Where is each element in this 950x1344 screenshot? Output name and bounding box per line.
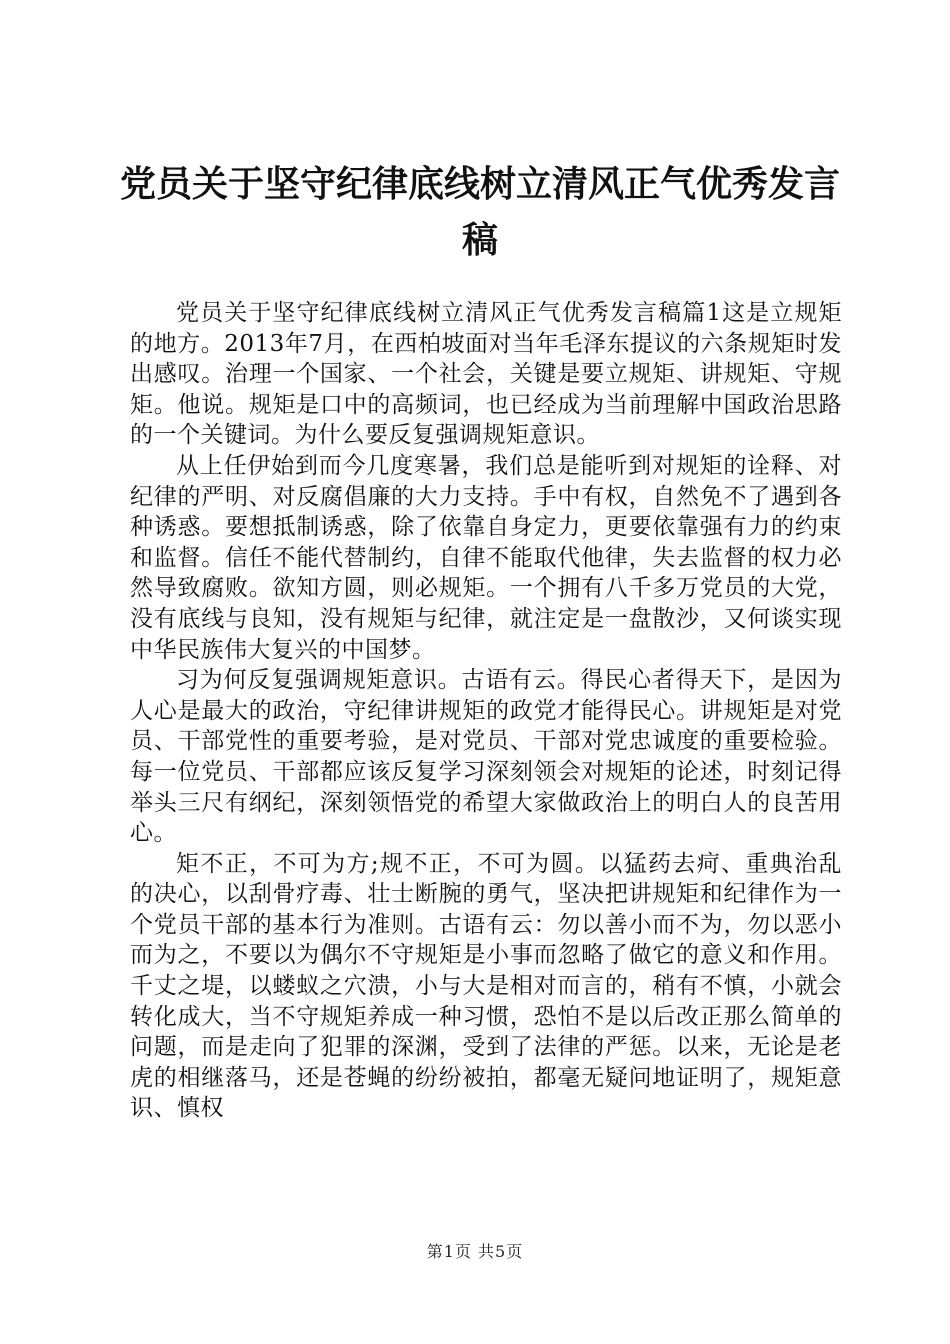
document-body [130, 298, 842, 1124]
paragraph-3: 习为何反复强调规矩意识。古语有云。得民心者得天下，是因为人心是最大的政治，守纪律讲规矩的政党才能得民心。讲规矩是对党员、干部党性的重要考验，是对党员、干部对党忠诚度的重要检验。每一位党员、干部都应该反复学习深刻领会对规矩的论述，时刻记得举头三尺有纲纪，深刻领悟党的希望大家做政治上的明白人的良苦用心。 [130, 667, 842, 847]
paragraph-4: 矩不正，不可为方;规不正，不可为圆。以猛药去疴、重典治乱的决心，以刮骨疗毒、壮士断腕的勇气，坚决把讲规矩和纪律作为一个党员干部的基本行为准则。古语有云：勿以善小而不为，勿以恶小而为之，不要以为偶尔不守规矩是小事而忽略了做它的意义和作用。千丈之堤，以蝼蚁之穴溃，小与大是相对而言的，稍有不慎，小就会转化成大，当不守规矩养成一种习惯，恐怕不是以后改正那么简单的问题，而是走向了犯罪的深渊，受到了法律的严惩。以来，无论是老虎的相继落马，还是苍蝇的纷纷被拍，都毫无疑问地证明了，规矩意识、慎权 [130, 850, 842, 1122]
paragraph-1: 党员关于坚守纪律底线树立清风正气优秀发言稿篇1这是立规矩的地方。2013年7月，在西柏坡面对当年毛泽东提议的六条规矩时发出感叹。治理一个国家、一个社会，关键是要立规矩、讲规矩、守规矩。他说。规矩是口中的高频词，也已经成为当前理解中国政治思路的一个关键词。为什么要反复强调规矩意识。 [130, 300, 842, 449]
document-title: 党员关于坚守纪律底线树立清风正气优秀发言稿 [120, 163, 841, 261]
paragraph-2: 从上任伊始到而今几度寒暑，我们总是能听到对规矩的诠释、对纪律的严明、对反腐倡廉的大力支持。手中有权，自然免不了遇到各种诱惑。要想抵制诱惑，除了依靠自身定力，更要依靠强有力的约束和监督。信任不能代替制约，自律不能取代他律，失去监督的权力必然导致腐败。欲知方圆，则必规矩。一个拥有八千多万党员的大党，没有底线与良知，没有规矩与纪律，就注定是一盘散沙，又何谈实现中华民族伟大复兴的中国梦。 [130, 452, 842, 663]
page-footer: 第1页 共5页 [426, 1242, 524, 1261]
